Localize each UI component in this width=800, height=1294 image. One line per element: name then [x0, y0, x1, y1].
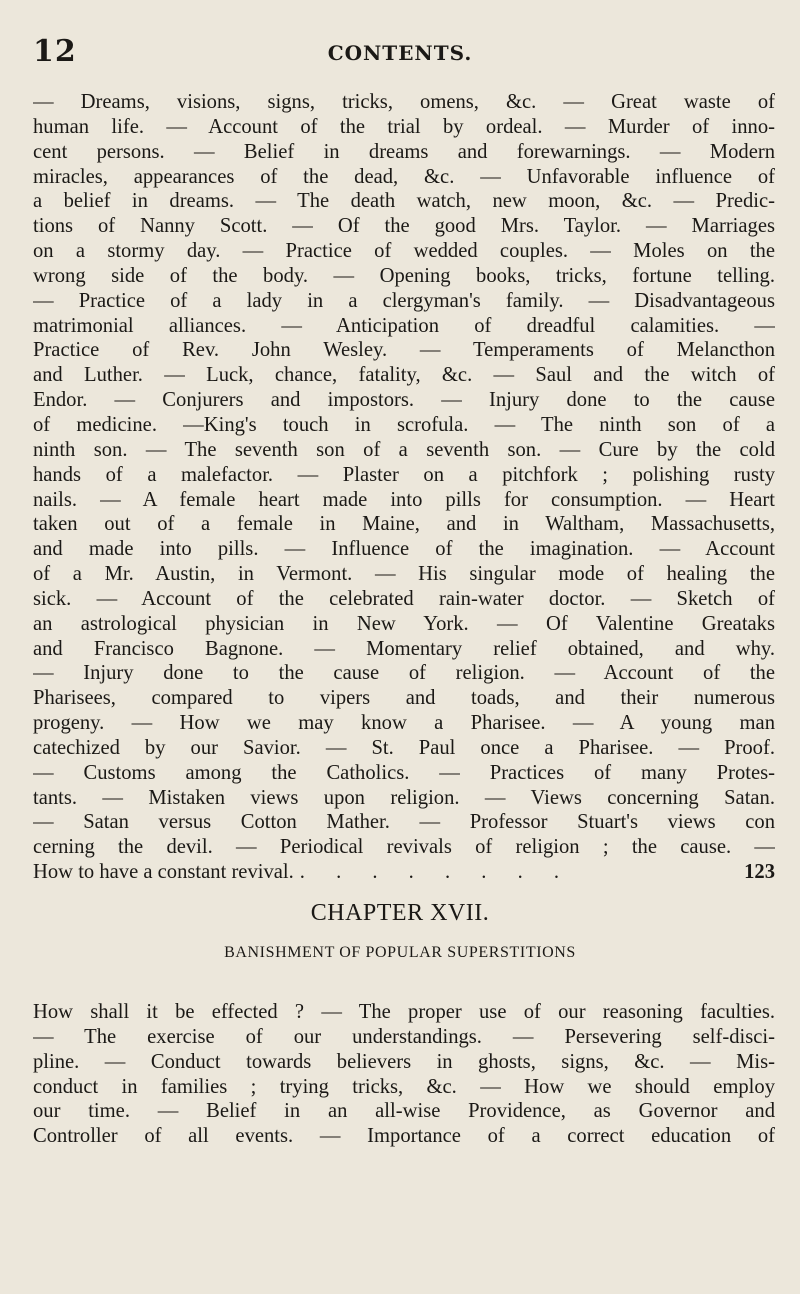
text-line: catechized by our Savior. — St. Paul once a Pharisee. — Proof.: [33, 736, 775, 759]
text-line: pline. — Conduct towards believers in ghosts, signs, &c. — Mis-: [33, 1050, 775, 1073]
text-line: taken out of a female in Maine, and in Waltham, Massachusetts,: [33, 513, 775, 536]
text-line: cerning the devil. — Periodical revivals of religion ; the cause. —: [33, 836, 775, 859]
text-line: of medicine. —King's touch in scrofula. — The ninth son of a: [33, 413, 775, 436]
contents-entry-chapter-xvi: [33, 90, 775, 885]
text-line: matrimonial alliances. — Anticipation of dreadful calamities. —: [33, 314, 775, 337]
text-line: and Francisco Bagnone. — Momentary relief obtained, and why.: [33, 637, 775, 660]
text-line: our time. — Belief in an all-wise Providence, as Governor and: [33, 1100, 775, 1123]
text-line: Pharisees, compared to vipers and toads, and their numerous: [33, 687, 775, 710]
contents-entry-chapter-xvii: [33, 1000, 775, 1149]
text-line: tants. — Mistaken views upon religion. — Views concerning Satan.: [33, 786, 775, 809]
running-title: CONTENTS.: [327, 41, 473, 65]
page-number: 12: [33, 34, 77, 69]
text-line: tions of Nanny Scott. — Of the good Mrs. Taylor. — Marriages: [33, 215, 775, 238]
text-line: progeny. — How we may know a Pharisee. — A young man: [33, 712, 775, 735]
text-line: miracles, appearances of the dead, &c. — Unfavorable influence of: [33, 165, 775, 188]
text-line-with-page-ref: [33, 860, 775, 885]
text-line: hands of a malefactor. — Plaster on a pitchfork ; polishing rusty: [33, 463, 775, 486]
text-line: and Luther. — Luck, chance, fatality, &c. — Saul and the witch of: [33, 364, 775, 387]
text-line: cent persons. — Belief in dreams and forewarnings. — Modern: [33, 140, 775, 163]
text-line: — Satan versus Cotton Mather. — Professor Stuart's views con: [33, 811, 775, 834]
text-line: on a stormy day. — Practice of wedded couples. — Moles on the: [33, 240, 775, 263]
text-line: Controller of all events. — Importance of a correct education of: [33, 1125, 775, 1148]
text-line: — Customs among the Catholics. — Practices of many Protes-: [33, 761, 775, 784]
text-line: ninth son. — The seventh son of a seventh son. — Cure by the cold: [33, 438, 775, 461]
text-line: — Injury done to the cause of religion. — Account of the: [33, 662, 775, 685]
text-line: and made into pills. — Influence of the imagination. — Account: [33, 538, 775, 561]
text-line: conduct in families ; trying tricks, &c. — How we should employ: [33, 1075, 775, 1098]
text-line: sick. — Account of the celebrated rain-water doctor. — Sketch of: [33, 587, 775, 610]
text-line: — Practice of a lady in a clergyman's family. — Disadvantageous: [33, 289, 775, 312]
page-reference: 123: [744, 861, 775, 884]
text-line: Endor. — Conjurers and impostors. — Injury done to the cause: [33, 389, 775, 412]
chapter-heading: CHAPTER XVII.: [310, 900, 490, 926]
text-line: Practice of Rev. John Wesley. — Temperaments of Melancthon: [33, 339, 775, 362]
text-line: an astrological physician in New York. — Of Valentine Greataks: [33, 612, 775, 635]
text-line: How shall it be effected ? — The proper use of our reasoning faculties.: [33, 1001, 775, 1023]
text-line: a belief in dreams. — The death watch, new moon, &c. — Predic-: [33, 190, 775, 213]
leader-dots: . . . . . . . .: [299, 861, 573, 884]
text-line: — The exercise of our understandings. — Persevering self-disci-: [33, 1025, 775, 1048]
text-line: human life. — Account of the trial by ordeal. — Murder of inno-: [33, 115, 775, 138]
text-line: nails. — A female heart made into pills for consumption. — Heart: [33, 488, 775, 511]
text-line: — Dreams, visions, signs, tricks, omens, &c. — Great waste of: [33, 91, 775, 113]
last-line-text: How to have a constant revival.: [33, 861, 294, 884]
text-line: wrong side of the body. — Opening books, tricks, fortune telling.: [33, 264, 775, 287]
text-line: of a Mr. Austin, in Vermont. — His singular mode of healing the: [33, 563, 775, 586]
chapter-subtitle: BANISHMENT OF POPULAR SUPERSTITIONS: [224, 944, 576, 961]
